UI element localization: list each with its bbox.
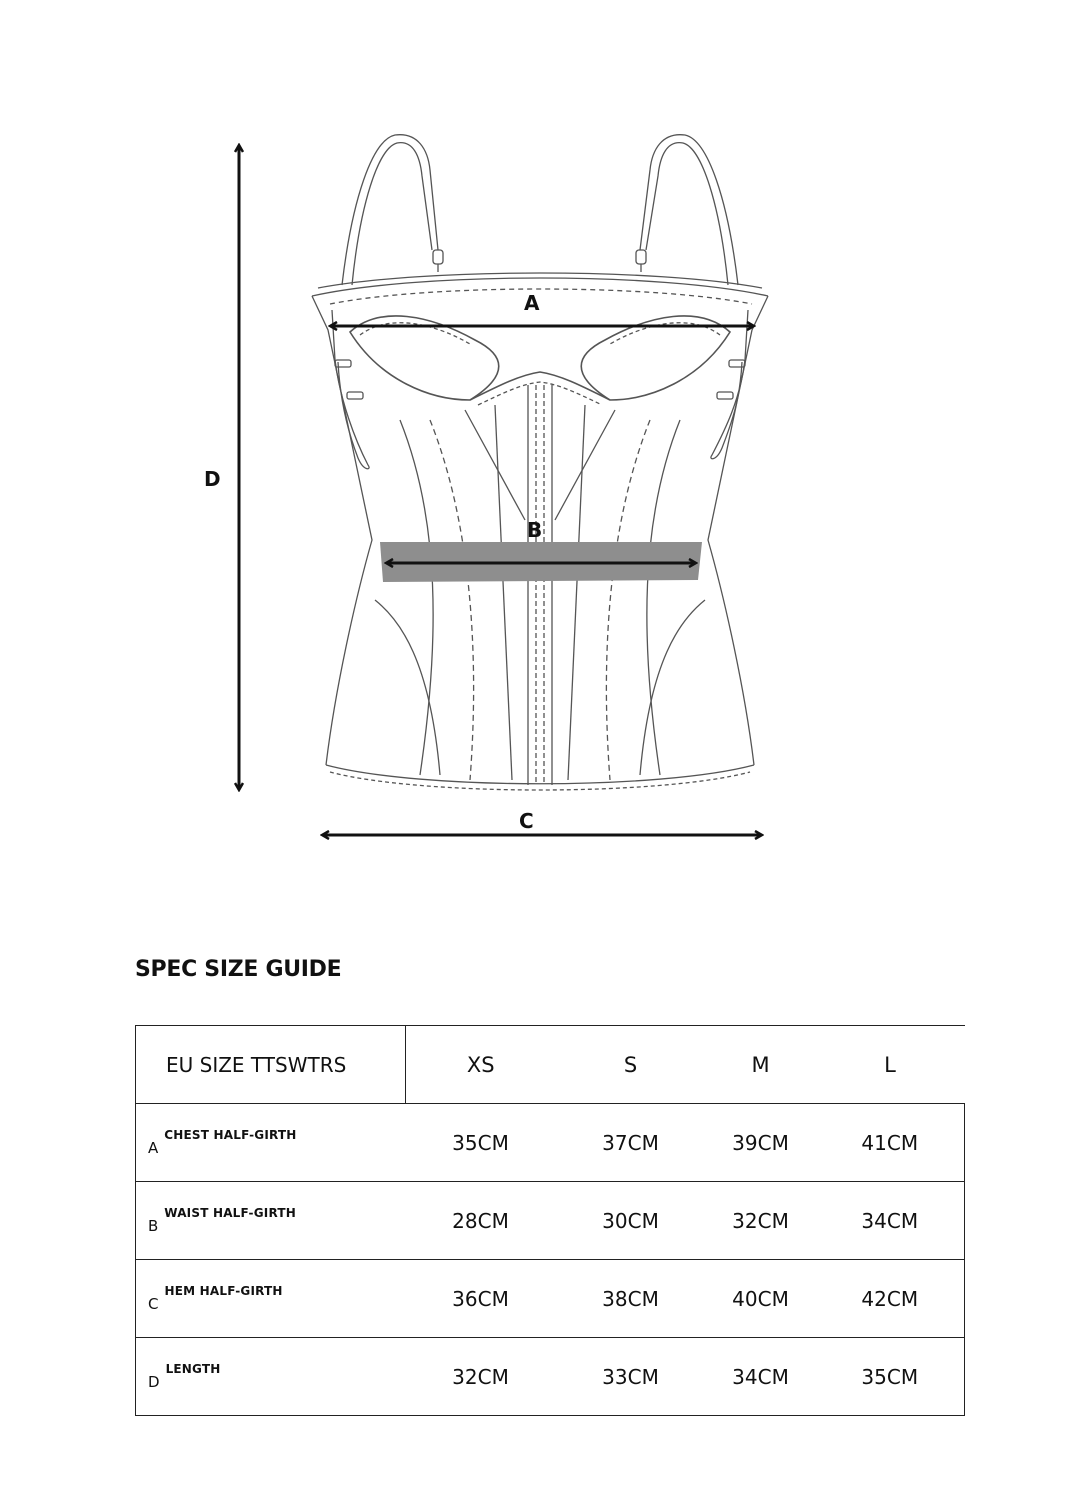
table-cell: 41CM	[816, 1104, 965, 1182]
row-letter: A	[148, 1139, 159, 1157]
table-cell: 39CM	[706, 1104, 816, 1182]
table-cell: 35CM	[406, 1104, 556, 1182]
table-cell: 30CM	[556, 1182, 706, 1260]
size-xs: XS	[406, 1026, 556, 1104]
row-name: CHEST HALF-GIRTH	[164, 1128, 297, 1142]
table-cell: 33CM	[556, 1338, 706, 1416]
table-cell: 37CM	[556, 1104, 706, 1182]
label-d: D	[204, 467, 221, 491]
size-m: M	[706, 1026, 816, 1104]
row-letter: D	[148, 1373, 160, 1391]
size-l: L	[816, 1026, 965, 1104]
table-cell: 35CM	[816, 1338, 965, 1416]
table-cell: 42CM	[816, 1260, 965, 1338]
row-name: LENGTH	[165, 1362, 221, 1376]
table-cell: 34CM	[706, 1338, 816, 1416]
size-header-row	[136, 1026, 965, 1104]
table-row	[136, 1182, 965, 1260]
table-row	[136, 1338, 965, 1416]
corset-illustration	[312, 135, 768, 790]
table-cell: 32CM	[406, 1338, 556, 1416]
row-letter: B	[148, 1217, 159, 1235]
size-guide-title: SPEC SIZE GUIDE	[135, 957, 342, 982]
label-b: B	[527, 518, 543, 542]
label-a: A	[524, 291, 540, 315]
table-cell: 36CM	[406, 1260, 556, 1338]
table-cell: 34CM	[816, 1182, 965, 1260]
table-row	[136, 1260, 965, 1338]
row-letter: C	[148, 1295, 159, 1313]
row-name: HEM HALF-GIRTH	[164, 1284, 283, 1298]
label-c: C	[519, 809, 534, 833]
size-table	[135, 1025, 965, 1416]
table-cell: 38CM	[556, 1260, 706, 1338]
size-s: S	[556, 1026, 706, 1104]
table-cell: 40CM	[706, 1260, 816, 1338]
table-cell: 28CM	[406, 1182, 556, 1260]
size-header-label: EU SIZE TTSWTRS	[136, 1026, 406, 1104]
table-row	[136, 1104, 965, 1182]
row-name: WAIST HALF-GIRTH	[164, 1206, 296, 1220]
table-cell: 32CM	[706, 1182, 816, 1260]
